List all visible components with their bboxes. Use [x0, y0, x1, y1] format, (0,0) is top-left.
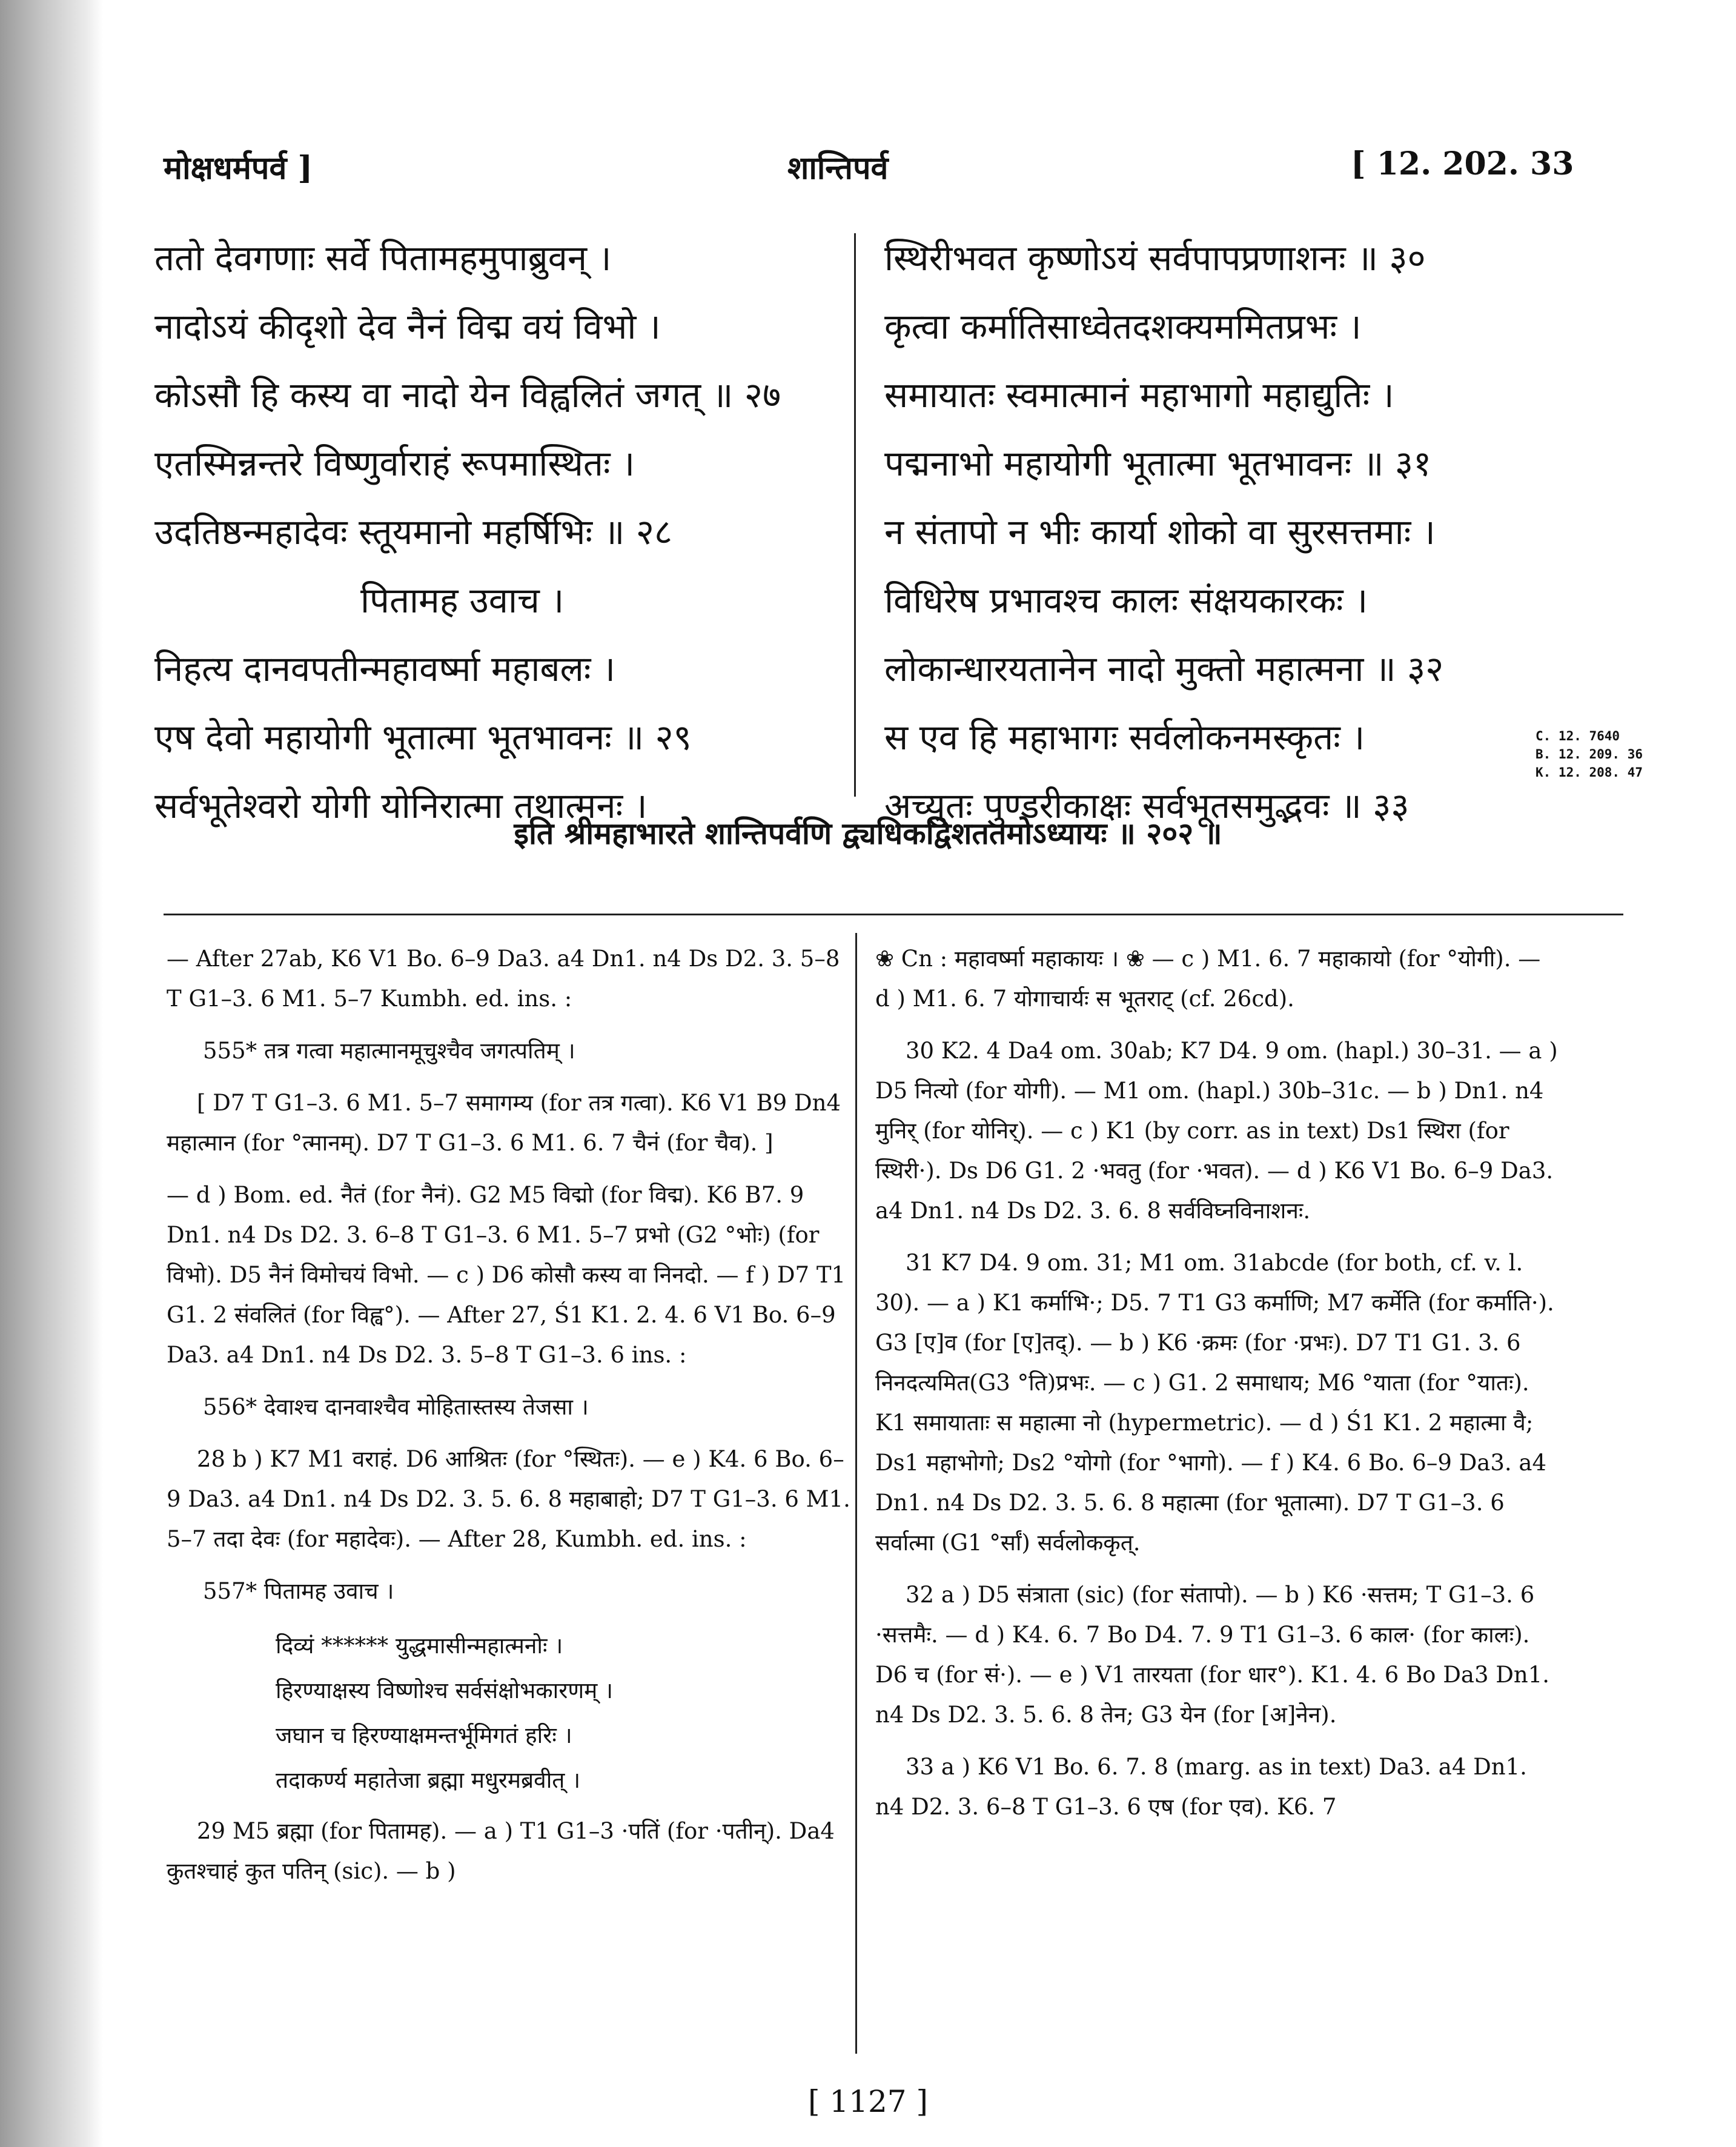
note-paragraph: 31 K7 D4. 9 om. 31; M1 om. 31abcde (for both, cf. v. l. 30). — a ) K1 कर्माभि·; D5. 7 T1 G3 कर्माणि; M7 कर्मेति (for कर्माति·). G3 [ए]व (for [ए]तद्). — b ) K6 ·क्रमः (for ·प्रभः). D7 T1 G1. 3. 6 निनदत्यमित(G3 °ति)प्रभः. — c ) G1. 2 समाधाय; M6 °याता (for °यातः). K1 समायाताः स महात्मा नो (hypermetric). — d ) Ś1 K1. 2 महात्मा वै; Ds1 महाभोगो; Ds2 °योगो (for °भागो). — f ) K4. 6 Bo. 6–9 Da3. a4 Dn1. n4 Ds D2. 3. 5. 6. 8 महात्मा (for भूतात्मा). D7 T G1–3. 6 सर्वात्मा (G1 °र्सां) सर्वलोककृत्. [875, 1250, 1554, 1556]
poem-line: दिव्यं ****** युद्धमासीन्महात्मनोः । [276, 1633, 563, 1659]
verse-line: कोऽसौ हि कस्य वा नादो येन विह्वलितं जगत् ॥ २७ [154, 374, 781, 416]
concordance-line: B. 12. 209. 36 [1536, 747, 1643, 762]
note-paragraph: — After 27ab, K6 V1 Bo. 6–9 Da3. a4 Dn1. n4 Ds D2. 3. 5–8 T G1–3. 6 M1. 5–7 Kumbh. ed. ins. : [167, 946, 840, 1012]
notes-column-divider [855, 933, 857, 2054]
verse-line: स एव हि महाभागः सर्वलोकनमस्कृतः । [884, 717, 1365, 758]
verse-line: नादोऽयं कीदृशो देव नैनं विद्म वयं विभो । [154, 306, 661, 347]
chapter-colophon: इति श्रीमहाभारते शान्तिपर्वणि द्व्यधिकद्विशततमोऽध्यायः ॥ २०२ ॥ [514, 815, 1222, 851]
verse-line: उदतिष्ठन्महादेवः स्तूयमानो महर्षिभिः ॥ २८ [154, 511, 673, 553]
verse-line: विधिरेष प्रभावश्च कालः संक्षयकारकः । [884, 580, 1368, 621]
verse-line: समायातः स्वमात्मानं महाभागो महाद्युतिः । [884, 374, 1394, 416]
insertion-557-verses [167, 1624, 851, 1803]
verse-line: अच्युतः पुण्डरीकाक्षः सर्वभूतसमुद्भवः ॥ ३३ [884, 785, 1410, 826]
insertion-557: 557* पितामह उवाच । [203, 1578, 394, 1604]
note-paragraph: 30 K2. 4 Da4 om. 30ab; K7 D4. 9 om. (hapl.) 30–31. — a ) D5 नित्यो (for योगी). — M1 om. (hapl.) 30b–31c. — b ) Dn1. n4 मुनिर् (for योनिर्). — c ) K1 (by corr. as in text) Ds1 स्थिरा (for स्थिरी·). Ds D6 G1. 2 ·भवतु (for ·भवत). — d ) K6 V1 Bo. 6–9 Da3. a4 Dn1. n4 Ds D2. 3. 6. 8 सर्वविघ्नविनाशनः. [875, 1038, 1558, 1224]
header-left: मोक्षधर्मपर्व ] [164, 150, 313, 187]
verse-line: निहत्य दानवपतीन्महावर्ष्मा महाबलः । [154, 648, 615, 689]
note-paragraph: 33 a ) K6 V1 Bo. 6. 7. 8 (marg. as in text) Da3. a4 Dn1. n4 D2. 3. 6–8 T G1–3. 6 एष (for एव). K6. 7 [875, 1754, 1527, 1820]
verses-left-column [154, 224, 781, 840]
concordance [1536, 727, 1643, 781]
speaker-heading: पितामह उवाच । [360, 580, 565, 621]
verse-line: ततो देवगणाः सर्वे पितामहमुपाब्रुवन् । [154, 237, 612, 279]
poem-line: जघान च हिरण्याक्षमन्तर्भूमिगतं हरिः । [276, 1722, 572, 1748]
concordance-line: C. 12. 7640 [1536, 729, 1620, 743]
verses-right-column [884, 224, 1443, 840]
note-paragraph: — d ) Bom. ed. नैतं (for नैनं). G2 M5 विद्मो (for विद्म). K6 B7. 9 Dn1. n4 Ds D2. 3. 6–8 T G1–3. 6 M1. 5–7 प्रभो (G2 °भोः) (for विभो). D5 नैनं विमोचयं विभो. — c ) D6 कोसौ कस्य वा निनदो. — f ) D7 T1 G1. 2 संवलितं (for विह्व°). — After 27, Ś1 K1. 2. 4. 6 V1 Bo. 6–9 Da3. a4 Dn1. n4 Ds D2. 3. 5–8 T G1–3. 6 ins. : [167, 1182, 846, 1368]
note-paragraph: 29 M5 ब्रह्मा (for पितामह). — a ) T1 G1–3 ·पतिं (for ·पतीन्). Da4 कुतश्चाहं कुत पतिन् (sic). — b ) [167, 1818, 835, 1884]
verse-line: कृत्वा कर्मातिसाध्वेतदशक्यममितप्रभः । [884, 306, 1362, 347]
verse-line: न संतापो न भीः कार्या शोको वा सुरसत्तमाः । [884, 511, 1436, 553]
verse-column-divider [854, 233, 856, 797]
insertion-556: 556* देवाश्च दानवाश्चैव मोहितास्तस्य तेजसा । [203, 1394, 589, 1420]
verse-line: एतस्मिन्नन्तरे विष्णुर्वाराहं रूपमास्थितः । [154, 443, 635, 484]
note-paragraph: 28 b ) K7 M1 वराहं. D6 आश्रितः (for °स्थितः). — e ) K4. 6 Bo. 6–9 Da3. a4 Dn1. n4 Ds D2. 3. 5. 6. 8 महाबाहो; D7 T G1–3. 6 M1. 5–7 तदा देवः (for महादेवः). — After 28, Kumbh. ed. ins. : [167, 1446, 850, 1552]
insertion-555: 555* तत्र गत्वा महात्मानमूचुश्चैव जगत्पतिम् । [203, 1038, 575, 1064]
verse-line: पद्मनाभो महायोगी भूतात्मा भूतभावनः ॥ ३१ [884, 443, 1432, 484]
poem-line: तदाकर्ण्य महातेजा ब्रह्मा मधुरमब्रवीत् । [276, 1767, 581, 1793]
header-center: शान्तिपर्व [787, 150, 889, 187]
verse-line: एष देवो महायोगी भूतात्मा भूतभावनः ॥ २९ [154, 717, 692, 758]
header-right: [ 12. 202. 33 [1351, 145, 1574, 182]
notes-right-column [875, 939, 1560, 1839]
notes-rule [164, 914, 1623, 915]
poem-line: हिरण्याक्षस्य विष्णोश्च सर्वसंक्षोभकारणम् । [276, 1677, 614, 1704]
note-paragraph: [ D7 T G1–3. 6 M1. 5–7 समागम्य (for तत्र गत्वा). K6 V1 B9 Dn4 महात्मान (for °त्मानम्). D7 T G1–3. 6 M1. 6. 7 चैनं (for चैव). ] [167, 1090, 841, 1156]
scan-shadow [0, 0, 103, 2147]
note-paragraph: 32 a ) D5 संत्राता (sic) (for संतापो). — b ) K6 ·सत्तम; T G1–3. 6 ·सत्तमैः. — d ) K4. 6. 7 Bo D4. 7. 9 T1 G1–3. 6 काल· (for कालः). D6 च (for सं·). — e ) V1 तारयता (for धार°). K1. 4. 6 Bo Da3 Dn1. n4 Ds D2. 3. 5. 6. 8 तेन; G3 येन (for [अ]नेन). [875, 1582, 1550, 1728]
verse-line: स्थिरीभवत कृष्णोऽयं सर्वपापप्रणाशनः ॥ ३० [884, 237, 1426, 279]
note-paragraph: ❀ Cn : महावर्ष्मा महाकायः । ❀ — c ) M1. 6. 7 महाकायो (for °योगी). — d ) M1. 6. 7 योगाचार्यः स भूतराट् (cf. 26cd). [875, 946, 1541, 1012]
verse-line: लोकान्धारयतानेन नादो मुक्तो महात्मना ॥ ३२ [884, 648, 1444, 689]
verse-line: सर्वभूतेश्वरो योगी योनिरात्मा तथात्मनः । [154, 785, 648, 826]
page-number: [ 1127 ] [807, 2084, 929, 2119]
notes-left-column [167, 939, 851, 1903]
concordance-line: K. 12. 208. 47 [1536, 765, 1643, 780]
